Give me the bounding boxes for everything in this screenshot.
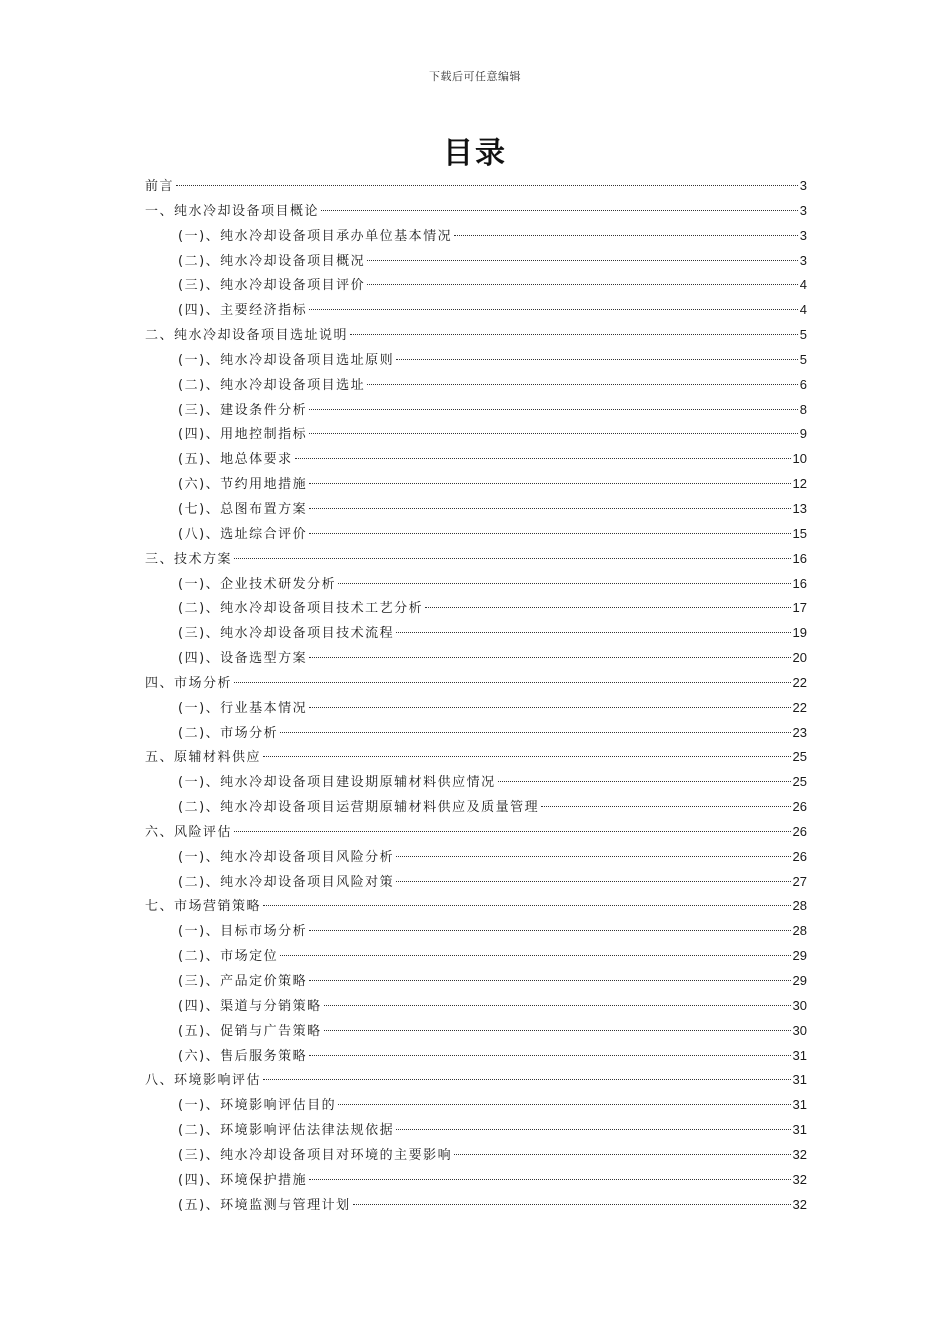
toc-section-entry[interactable] bbox=[145, 497, 807, 522]
toc-entry-label: (三)、纯水冷却设备项目对环境的主要影响 bbox=[178, 1147, 453, 1163]
toc-page-number: 32 bbox=[792, 1171, 807, 1187]
toc-dot-leader bbox=[280, 732, 790, 733]
toc-entry-label: (二)、纯水冷却设备项目运营期原辅材料供应及质量管理 bbox=[178, 800, 540, 816]
toc-entry-label: (三)、产品定价策略 bbox=[178, 974, 308, 989]
toc-entry-label: (六)、节约用地措施 bbox=[178, 477, 308, 493]
toc-page-number: 26 bbox=[792, 823, 807, 839]
toc-entry-label: 前言 bbox=[145, 179, 175, 194]
toc-entry-label: 七、市场营销策略 bbox=[145, 899, 262, 915]
toc-page-number: 10 bbox=[792, 451, 807, 467]
toc-section-entry[interactable] bbox=[145, 398, 807, 423]
toc-dot-leader bbox=[425, 607, 790, 608]
toc-entry-label: (二)、纯水冷却设备项目风险对策 bbox=[178, 874, 395, 890]
toc-page-number: 27 bbox=[792, 873, 807, 889]
toc-entry-label: (八)、选址综合评价 bbox=[178, 526, 308, 542]
toc-page-number: 16 bbox=[792, 550, 807, 566]
toc-chapter-entry[interactable] bbox=[145, 547, 807, 572]
toc-entry-label: 一、纯水冷却设备项目概论 bbox=[145, 203, 320, 219]
toc-section-entry[interactable] bbox=[145, 348, 807, 373]
toc-dot-leader bbox=[309, 657, 790, 658]
toc-entry-label: (一)、纯水冷却设备项目建设期原辅材料供应情况 bbox=[178, 775, 496, 791]
toc-entry-label: (五)、促销与广告策略 bbox=[178, 1023, 322, 1039]
toc-dot-leader bbox=[454, 235, 798, 236]
toc-page-number: 28 bbox=[792, 923, 807, 939]
toc-entry-label: (四)、设备选型方案 bbox=[178, 651, 308, 667]
toc-entry-label: (一)、环境影响评估目的 bbox=[178, 1098, 337, 1114]
toc-section-entry[interactable] bbox=[145, 273, 807, 298]
toc-entry-label: (四)、环境保护措施 bbox=[178, 1172, 308, 1188]
toc-page-number: 15 bbox=[792, 525, 807, 541]
toc-entry-label: (四)、渠道与分销策略 bbox=[178, 998, 322, 1014]
toc-dot-leader bbox=[321, 210, 798, 211]
toc-entry-label: (四)、主要经济指标 bbox=[178, 303, 308, 319]
toc-entry-label: (一)、目标市场分析 bbox=[178, 924, 308, 940]
toc-entry-label: (二)、市场分析 bbox=[178, 725, 279, 741]
toc-dot-leader bbox=[396, 856, 790, 857]
toc-page-number: 32 bbox=[792, 1196, 807, 1212]
toc-dot-leader bbox=[309, 1055, 790, 1056]
toc-chapter-entry[interactable] bbox=[145, 323, 807, 348]
toc-section-entry[interactable] bbox=[145, 870, 807, 895]
toc-entry-label: 四、市场分析 bbox=[145, 675, 233, 691]
toc-dot-leader bbox=[367, 284, 798, 285]
toc-entry-label: (二)、环境影响评估法律法规依据 bbox=[178, 1123, 395, 1139]
toc-entry-label: 三、技术方案 bbox=[145, 551, 233, 567]
toc-section-entry[interactable] bbox=[145, 919, 807, 944]
toc-entry-label: (三)、建设条件分析 bbox=[178, 402, 308, 418]
toc-entry-label: (二)、纯水冷却设备项目选址 bbox=[178, 377, 366, 393]
toc-page-number: 5 bbox=[799, 351, 807, 367]
toc-dot-leader bbox=[350, 334, 798, 335]
toc-section-entry[interactable] bbox=[145, 795, 807, 820]
toc-dot-leader bbox=[396, 1129, 790, 1130]
toc-section-entry[interactable] bbox=[145, 249, 807, 274]
toc-page-number: 22 bbox=[792, 674, 807, 690]
toc-entry-label: (五)、地总体要求 bbox=[178, 452, 293, 468]
toc-entry-label: (三)、纯水冷却设备项目技术流程 bbox=[178, 626, 395, 642]
toc-page-number: 3 bbox=[799, 252, 807, 268]
toc-page-number: 25 bbox=[792, 749, 807, 765]
toc-dot-leader bbox=[295, 458, 791, 459]
toc-entry-label: (七)、总图布置方案 bbox=[178, 501, 308, 517]
toc-section-entry[interactable] bbox=[145, 1118, 807, 1143]
toc-section-entry[interactable] bbox=[145, 1044, 807, 1069]
toc-dot-leader bbox=[309, 508, 790, 509]
toc-section-entry[interactable] bbox=[145, 447, 807, 472]
toc-section-entry[interactable] bbox=[145, 472, 807, 497]
toc-chapter-entry[interactable] bbox=[145, 894, 807, 919]
toc-section-entry[interactable] bbox=[145, 696, 807, 721]
toc-page-number: 4 bbox=[799, 302, 807, 318]
toc-dot-leader bbox=[324, 1030, 791, 1031]
toc-section-entry[interactable] bbox=[145, 1143, 807, 1168]
toc-dot-leader bbox=[396, 881, 790, 882]
toc-page-number: 23 bbox=[792, 724, 807, 740]
toc-dot-leader bbox=[309, 980, 790, 981]
toc-section-entry[interactable] bbox=[145, 224, 807, 249]
toc-page-number: 19 bbox=[792, 625, 807, 641]
toc-page-number: 31 bbox=[792, 1047, 807, 1063]
toc-dot-leader bbox=[324, 1005, 791, 1006]
toc-title: 目录 bbox=[443, 136, 507, 171]
toc-section-entry[interactable] bbox=[145, 422, 807, 447]
toc-chapter-entry[interactable] bbox=[145, 820, 807, 845]
toc-section-entry[interactable] bbox=[145, 646, 807, 671]
toc-page-number: 30 bbox=[792, 997, 807, 1013]
toc-entry-label: 六、风险评估 bbox=[145, 824, 233, 840]
toc-page-number: 26 bbox=[792, 799, 807, 815]
toc-entry-label: (一)、行业基本情况 bbox=[178, 700, 308, 716]
toc-entry-label: 五、原辅材料供应 bbox=[145, 750, 262, 766]
toc-section-entry[interactable] bbox=[145, 298, 807, 323]
toc-dot-leader bbox=[280, 955, 790, 956]
toc-entry-label: (六)、售后服务策略 bbox=[178, 1048, 308, 1064]
toc-page-number: 3 bbox=[799, 178, 807, 193]
toc-section-entry[interactable] bbox=[145, 1019, 807, 1044]
toc-dot-leader bbox=[338, 583, 790, 584]
toc-page-number: 32 bbox=[792, 1146, 807, 1162]
toc-page-number: 12 bbox=[792, 476, 807, 492]
toc-section-entry[interactable] bbox=[145, 770, 807, 795]
toc-dot-leader bbox=[498, 781, 791, 782]
toc-page-number: 25 bbox=[792, 774, 807, 790]
toc-dot-leader bbox=[338, 1104, 790, 1105]
toc-dot-leader bbox=[263, 1079, 791, 1080]
toc-entry-label: (五)、环境监测与管理计划 bbox=[178, 1197, 351, 1213]
toc-page-number: 3 bbox=[799, 227, 807, 243]
toc-section-entry[interactable] bbox=[145, 721, 807, 746]
toc-page-number: 6 bbox=[799, 376, 807, 392]
table-of-contents bbox=[145, 174, 807, 1217]
toc-page-number: 13 bbox=[792, 500, 807, 516]
toc-section-entry[interactable] bbox=[145, 969, 807, 994]
toc-page-number: 31 bbox=[792, 1072, 807, 1088]
toc-dot-leader bbox=[309, 433, 798, 434]
toc-dot-leader bbox=[541, 806, 790, 807]
toc-dot-leader bbox=[309, 1179, 790, 1180]
toc-page-number: 5 bbox=[799, 327, 807, 343]
toc-section-entry[interactable] bbox=[145, 572, 807, 597]
toc-dot-leader bbox=[234, 558, 791, 559]
toc-page-number: 30 bbox=[792, 1022, 807, 1038]
toc-section-entry[interactable] bbox=[145, 994, 807, 1019]
toc-dot-leader bbox=[309, 707, 790, 708]
toc-dot-leader bbox=[176, 185, 798, 186]
toc-section-entry[interactable] bbox=[145, 944, 807, 969]
toc-page-number: 16 bbox=[792, 575, 807, 591]
toc-dot-leader bbox=[309, 483, 790, 484]
toc-page-number: 17 bbox=[792, 600, 807, 616]
toc-entry-label: (四)、用地控制指标 bbox=[178, 427, 308, 443]
toc-section-entry[interactable] bbox=[145, 845, 807, 870]
toc-dot-leader bbox=[396, 632, 790, 633]
toc-page-number: 4 bbox=[799, 277, 807, 293]
toc-page-number: 26 bbox=[792, 848, 807, 864]
toc-dot-leader bbox=[396, 359, 798, 360]
toc-dot-leader bbox=[309, 409, 798, 410]
toc-entry-label: (三)、纯水冷却设备项目评价 bbox=[178, 278, 366, 294]
toc-section-entry[interactable] bbox=[145, 596, 807, 621]
toc-chapter-entry[interactable] bbox=[145, 1068, 807, 1093]
toc-section-entry[interactable] bbox=[145, 1168, 807, 1193]
toc-dot-leader bbox=[367, 260, 798, 261]
toc-dot-leader bbox=[309, 309, 798, 310]
toc-page-number: 20 bbox=[792, 650, 807, 666]
toc-chapter-entry[interactable] bbox=[145, 199, 807, 224]
toc-entry-label: (一)、纯水冷却设备项目风险分析 bbox=[178, 849, 395, 865]
toc-page-number: 8 bbox=[799, 401, 807, 417]
toc-chapter-entry[interactable] bbox=[145, 671, 807, 696]
toc-dot-leader bbox=[309, 533, 790, 534]
toc-page-number: 31 bbox=[792, 1122, 807, 1138]
toc-dot-leader bbox=[234, 831, 791, 832]
toc-entry-label: (一)、纯水冷却设备项目承办单位基本情况 bbox=[178, 228, 453, 244]
toc-chapter-entry[interactable] bbox=[145, 174, 807, 199]
toc-entry-label: 八、环境影响评估 bbox=[145, 1073, 262, 1089]
toc-dot-leader bbox=[234, 682, 791, 683]
toc-entry-label: (一)、纯水冷却设备项目选址原则 bbox=[178, 352, 395, 368]
toc-chapter-entry[interactable] bbox=[145, 745, 807, 770]
toc-page-number: 31 bbox=[792, 1097, 807, 1113]
toc-section-entry[interactable] bbox=[145, 1193, 807, 1218]
toc-dot-leader bbox=[454, 1154, 790, 1155]
toc-section-entry[interactable] bbox=[145, 522, 807, 547]
toc-dot-leader bbox=[309, 930, 790, 931]
toc-entry-label: (一)、企业技术研发分析 bbox=[178, 576, 337, 592]
toc-page-number: 22 bbox=[792, 699, 807, 715]
toc-page-number: 3 bbox=[799, 202, 807, 218]
toc-section-entry[interactable] bbox=[145, 373, 807, 398]
toc-dot-leader bbox=[263, 756, 791, 757]
toc-section-entry[interactable] bbox=[145, 1093, 807, 1118]
toc-entry-label: (二)、纯水冷却设备项目概况 bbox=[178, 253, 366, 269]
toc-dot-leader bbox=[263, 905, 791, 906]
toc-page-number: 28 bbox=[792, 898, 807, 914]
toc-entry-label: (二)、市场定位 bbox=[178, 949, 279, 965]
page-header-note: 下载后可任意编辑 bbox=[429, 70, 521, 83]
toc-page-number: 29 bbox=[792, 948, 807, 964]
toc-page-number: 9 bbox=[799, 426, 807, 442]
toc-dot-leader bbox=[367, 384, 798, 385]
toc-entry-label: (二)、纯水冷却设备项目技术工艺分析 bbox=[178, 601, 424, 617]
toc-section-entry[interactable] bbox=[145, 621, 807, 646]
toc-page-number: 29 bbox=[792, 973, 807, 988]
toc-dot-leader bbox=[353, 1204, 791, 1205]
toc-entry-label: 二、纯水冷却设备项目选址说明 bbox=[145, 328, 349, 344]
